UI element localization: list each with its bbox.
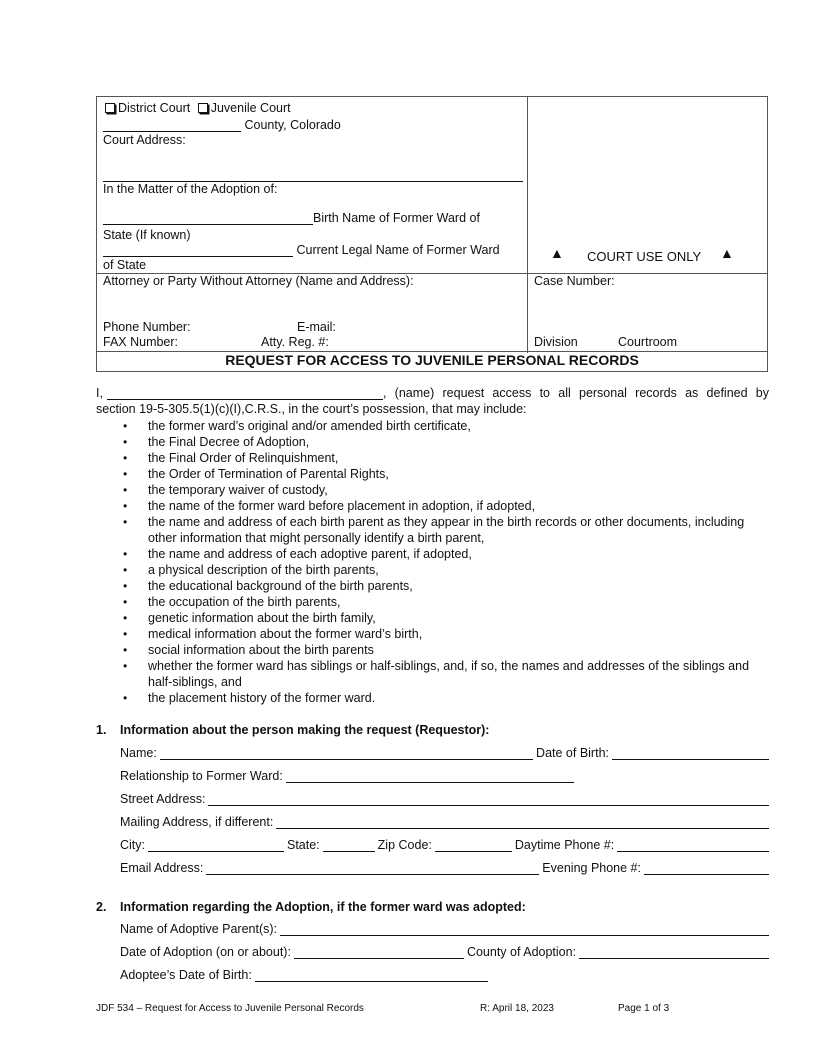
fax-label: FAX Number: <box>103 335 179 349</box>
current-name-blank[interactable] <box>103 244 293 257</box>
list-item: • the name and address of each birth parent as they appear in the birth records or other documents, including other information that might personally identify a birth parent, <box>120 514 769 546</box>
zip-input[interactable] <box>435 838 512 852</box>
county-of-adoption-label: County of Adoption: <box>466 945 577 959</box>
list-item: • the temporary waiver of custody, <box>120 482 769 498</box>
section-2-number: 2. <box>96 900 107 914</box>
email-label: E-mail: <box>297 320 336 334</box>
email-address-label: Email Address: <box>120 861 204 875</box>
state-label: State: <box>287 838 320 852</box>
relationship-input[interactable] <box>286 769 574 783</box>
list-item: • the name and address of each adoptive parent, if adopted, <box>120 546 769 562</box>
court-type-row <box>105 101 291 115</box>
section-2-title: Information regarding the Adoption, if the former ward was adopted: <box>120 900 526 914</box>
form-title: REQUEST FOR ACCESS TO JUVENILE PERSONAL RECORDS <box>225 352 639 368</box>
adoptee-dob-label: Adoptee’s Date of Birth: <box>120 968 252 982</box>
county-of-adoption-input[interactable] <box>579 945 769 959</box>
name-label: Name: <box>120 746 157 760</box>
email-input[interactable] <box>206 861 539 875</box>
list-item: • the name of the former ward before placement in adoption, if adopted, <box>120 498 769 514</box>
day-phone-label: Daytime Phone #: <box>514 838 615 852</box>
county-row <box>103 118 341 132</box>
list-item: • genetic information about the birth family, <box>120 610 769 626</box>
court-use-only-label: COURT USE ONLY <box>587 249 702 264</box>
requestor-name-blank[interactable] <box>107 387 383 400</box>
juvenile-court-checkbox[interactable] <box>198 103 208 113</box>
caption-box <box>96 96 768 372</box>
county-suffix: County, Colorado <box>244 118 341 132</box>
list-item: • the Final Order of Relinquishment, <box>120 450 769 466</box>
case-number-label: Case Number: <box>534 274 615 288</box>
arrow-left-icon: ▲ <box>550 245 564 261</box>
atty-reg-label: Atty. Reg. #: <box>261 335 329 349</box>
zip-label: Zip Code: <box>377 838 432 852</box>
birth-name-row <box>103 211 480 225</box>
list-item: • the former ward’s original and/or amended birth certificate, <box>120 418 769 434</box>
mailing-row <box>120 815 769 829</box>
city-label: City: <box>120 838 145 852</box>
footer-form-id: JDF 534 – Request for Access to Juvenile Personal Records <box>96 1003 364 1014</box>
division-label: Division <box>534 335 578 349</box>
matter-of-label: In the Matter of the Adoption of: <box>103 182 278 196</box>
attorney-label: Attorney or Party Without Attorney (Name and Address): <box>103 274 414 288</box>
birth-name-blank[interactable] <box>103 212 313 225</box>
name-input[interactable] <box>160 746 533 760</box>
email-phone-row <box>120 861 769 875</box>
street-input[interactable] <box>208 792 769 806</box>
dob-input[interactable] <box>612 746 769 760</box>
footer-page-number: Page 1 of 3 <box>618 1003 670 1014</box>
intro-line-2: section 19-5-305.5(1)(c)(I),C.R.S., in the court’s possession, that may include: <box>96 402 527 416</box>
of-state-label: of State <box>103 258 147 272</box>
relationship-row <box>120 769 577 783</box>
street-row <box>120 792 769 806</box>
current-name-row <box>103 243 500 257</box>
list-item: • the Final Decree of Adoption, <box>120 434 769 450</box>
list-item: • medical information about the former ward’s birth, <box>120 626 769 642</box>
county-blank[interactable] <box>103 119 241 132</box>
district-court-checkbox[interactable] <box>105 103 115 113</box>
footer-revision: R: April 18, 2023 <box>480 1003 554 1014</box>
section-1-title: Information about the person making the request (Requestor): <box>120 723 490 737</box>
city-state-zip-row <box>120 838 769 852</box>
intro-line-1 <box>96 386 769 400</box>
intro-line1-rest: , (name) request access to all personal records as defined by <box>382 386 769 400</box>
street-label: Street Address: <box>120 792 206 806</box>
adoptive-parents-row <box>120 922 769 936</box>
mailing-label: Mailing Address, if different: <box>120 815 274 829</box>
section-2-heading <box>96 900 526 914</box>
court-address-label: Court Address: <box>103 133 186 147</box>
adoption-date-county-row <box>120 945 769 959</box>
section-1-heading <box>96 723 489 737</box>
adoptive-parents-label: Name of Adoptive Parent(s): <box>120 922 278 936</box>
state-if-known-label: State (If known) <box>103 228 191 242</box>
eve-phone-input[interactable] <box>644 861 769 875</box>
phone-label: Phone Number: <box>103 320 191 334</box>
juvenile-court-label: Juvenile Court <box>210 101 291 115</box>
list-item: • the Order of Termination of Parental Rights, <box>120 466 769 482</box>
records-list <box>120 418 769 706</box>
state-input[interactable] <box>323 838 375 852</box>
birth-name-label: Birth Name of Former Ward of <box>313 211 480 225</box>
intro-lead: I, <box>96 386 103 400</box>
adoptee-dob-row <box>120 968 488 982</box>
relationship-label: Relationship to Former Ward: <box>120 769 283 783</box>
day-phone-input[interactable] <box>617 838 769 852</box>
eve-phone-label: Evening Phone #: <box>542 861 641 875</box>
city-input[interactable] <box>148 838 284 852</box>
adoptee-dob-input[interactable] <box>255 968 488 982</box>
mailing-input[interactable] <box>276 815 769 829</box>
district-court-label: District Court <box>118 101 191 115</box>
list-item: • social information about the birth parents <box>120 642 769 658</box>
name-dob-row <box>120 746 769 760</box>
date-of-adoption-input[interactable] <box>294 945 464 959</box>
arrow-right-icon: ▲ <box>720 245 734 261</box>
list-item: • the educational background of the birth parents, <box>120 578 769 594</box>
section-1-number: 1. <box>96 723 107 737</box>
adoptive-parents-input[interactable] <box>280 922 769 936</box>
list-item: • the occupation of the birth parents, <box>120 594 769 610</box>
caption-divider-vertical <box>527 97 528 353</box>
dob-label: Date of Birth: <box>536 746 609 760</box>
date-of-adoption-label: Date of Adoption (on or about): <box>120 945 291 959</box>
list-item: • a physical description of the birth parents, <box>120 562 769 578</box>
courtroom-label: Courtroom <box>618 335 678 349</box>
list-item: • the placement history of the former ward. <box>120 690 769 706</box>
list-item: • whether the former ward has siblings or half-siblings, and, if so, the names and addresses of the siblings and half-siblings, and <box>120 658 769 690</box>
current-name-label: Current Legal Name of Former Ward <box>296 243 500 257</box>
